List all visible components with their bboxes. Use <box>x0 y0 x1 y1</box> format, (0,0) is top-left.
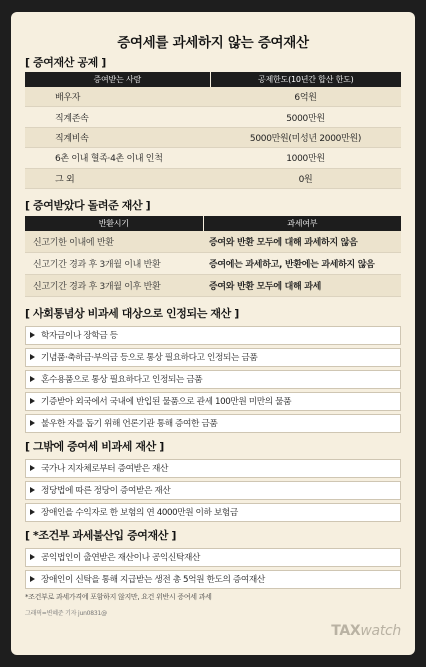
section-title-other-exempt: [ 그밖에 증여세 비과세 재산 ] <box>25 439 164 453</box>
table-cell: 직계존속 <box>25 107 210 127</box>
list-item-text: 불우한 자를 돕기 위해 언론기관 통해 증여한 금품 <box>41 418 218 429</box>
conditional-list <box>25 548 401 589</box>
table-cell: 0원 <box>210 168 401 188</box>
list-item-text: 학자금이나 장학금 등 <box>41 330 118 341</box>
list-item <box>25 570 401 589</box>
list-item <box>25 392 401 411</box>
triangle-bullet-icon <box>30 465 35 471</box>
table-row <box>25 168 401 188</box>
table-cell: 그 외 <box>25 168 210 188</box>
list-item-text: 정당법에 따른 정당이 증여받은 재산 <box>41 485 171 496</box>
list-item-text: 공익법인이 출연받은 재산이나 공익신탁재산 <box>41 552 200 563</box>
table-row <box>25 87 401 107</box>
table-header: 반환시기 <box>25 216 203 231</box>
triangle-bullet-icon <box>30 376 35 382</box>
table-cell: 5000만원(미성년 2000만원) <box>210 127 401 147</box>
table-cell: 증여와 반환 모두에 대해 과세하지 않음 <box>203 231 401 253</box>
table-cell: 직계비속 <box>25 127 210 147</box>
table-row <box>25 148 401 168</box>
triangle-bullet-icon <box>30 354 35 360</box>
table-row <box>25 274 401 296</box>
table-header: 공제한도(10년간 합산 한도) <box>210 72 401 87</box>
triangle-bullet-icon <box>30 576 35 582</box>
list-item <box>25 326 401 345</box>
triangle-bullet-icon <box>30 420 35 426</box>
list-item <box>25 459 401 478</box>
taxwatch-logo <box>331 623 401 639</box>
list-item-text: 국가나 지자체로부터 증여받은 재산 <box>41 463 168 474</box>
logo-watch: watch <box>360 623 401 639</box>
section-title-conditional: [ *조건부 과세불산입 증여재산 ] <box>25 528 177 542</box>
triangle-bullet-icon <box>30 487 35 493</box>
list-item <box>25 481 401 500</box>
logo-tax: TAX <box>331 623 361 639</box>
list-item-text: 장애인을 수익자로 한 보험의 연 4000만원 이하 보험금 <box>41 507 238 518</box>
list-item-text: 혼수용품으로 통상 필요하다고 인정되는 금품 <box>41 374 203 385</box>
table-header-row <box>25 72 401 87</box>
returned-property-table <box>25 216 401 297</box>
section-title-social-norm: [ 사회통념상 비과세 대상으로 인정되는 재산 ] <box>25 306 239 320</box>
table-cell: 6억원 <box>210 87 401 107</box>
table-cell: 증여에는 과세하고, 반환에는 과세하지 않음 <box>203 252 401 274</box>
list-item <box>25 414 401 433</box>
deduction-table <box>25 72 401 189</box>
triangle-bullet-icon <box>30 332 35 338</box>
footnote: *조건부로 과세가격에 포함하지 않지만, 요건 위반시 증여세 과세 <box>25 592 212 601</box>
list-item <box>25 370 401 389</box>
table-row <box>25 107 401 127</box>
list-item-text: 장애인이 신탁을 통해 지급받는 생전 총 5억원 한도의 증여재산 <box>41 574 265 585</box>
list-item-text: 기념품·축하금·부의금 등으로 통상 필요하다고 인정되는 금품 <box>41 352 258 363</box>
table-cell: 배우자 <box>25 87 210 107</box>
list-item <box>25 348 401 367</box>
other-exempt-list <box>25 459 401 522</box>
infographic-card <box>11 12 415 655</box>
table-row <box>25 231 401 253</box>
social-norm-list <box>25 326 401 433</box>
table-header: 과세여부 <box>203 216 401 231</box>
table-cell: 신고기간 경과 후 3개월 이후 반환 <box>25 274 203 296</box>
triangle-bullet-icon <box>30 509 35 515</box>
table-row <box>25 252 401 274</box>
page-title: 증여세를 과세하지 않는 증여재산 <box>117 35 309 51</box>
triangle-bullet-icon <box>30 398 35 404</box>
table-header: 증여받는 사람 <box>25 72 210 87</box>
table-cell: 6촌 이내 혈족·4촌 이내 인척 <box>25 148 210 168</box>
credit: 그래픽=변혜준 기자 jun0831@ <box>25 609 107 617</box>
table-cell: 신고기간 경과 후 3개월 이내 반환 <box>25 252 203 274</box>
table-cell: 증여와 반환 모두에 대해 과세 <box>203 274 401 296</box>
section-title-returned: [ 증여받았다 돌려준 재산 ] <box>25 198 151 212</box>
list-item <box>25 548 401 567</box>
list-item-text: 기증받아 외국에서 국내에 반입된 물품으로 관세 100만원 미만의 물품 <box>41 396 292 407</box>
table-row <box>25 127 401 147</box>
list-item <box>25 503 401 522</box>
triangle-bullet-icon <box>30 554 35 560</box>
table-header-row <box>25 216 401 231</box>
table-cell: 신고기한 이내에 반환 <box>25 231 203 253</box>
section-title-deduction: [ 증여재산 공제 ] <box>25 56 106 69</box>
table-cell: 5000만원 <box>210 107 401 127</box>
table-cell: 1000만원 <box>210 148 401 168</box>
